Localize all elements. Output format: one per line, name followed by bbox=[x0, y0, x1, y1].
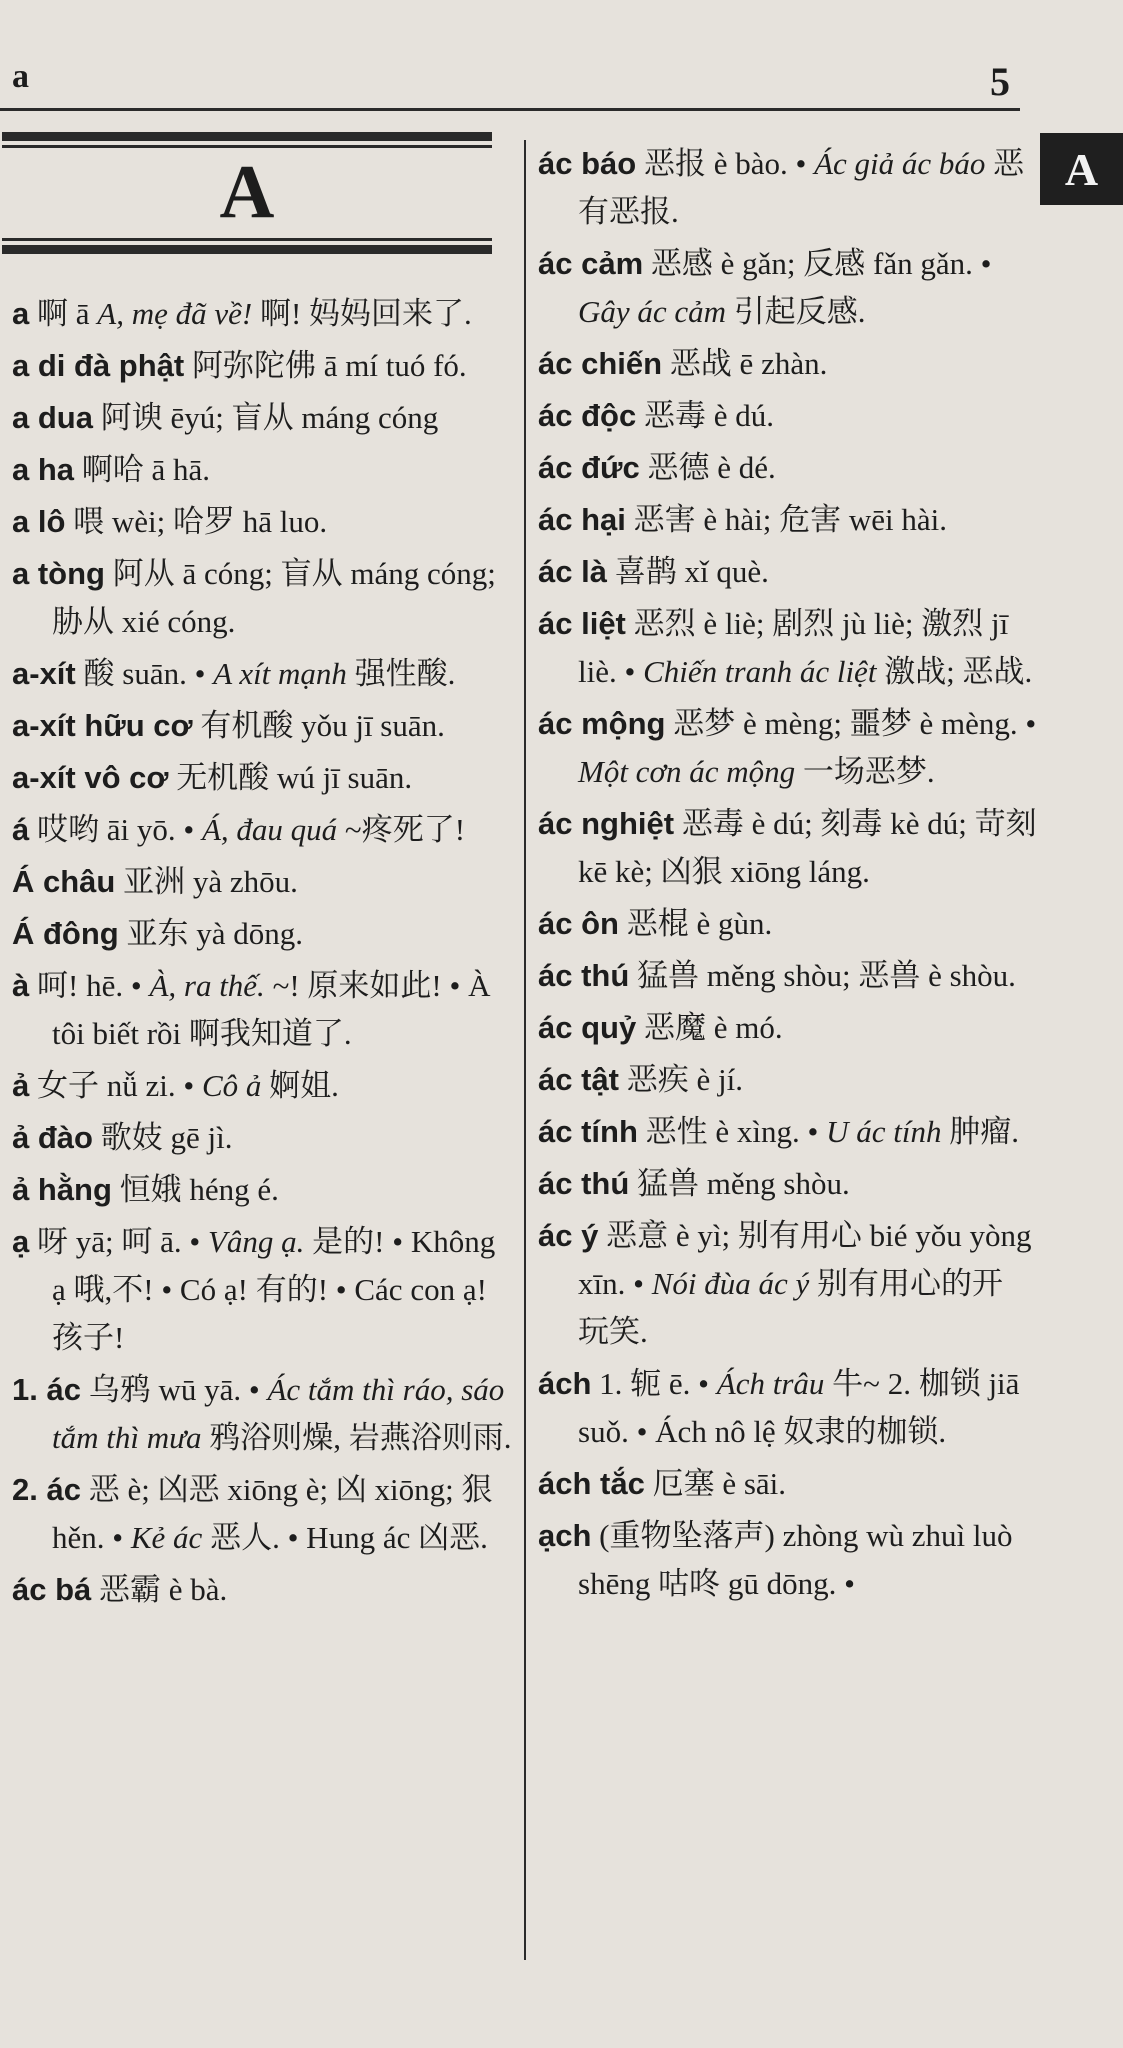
dictionary-entry bbox=[538, 1460, 1038, 1508]
entry-headword: ách bbox=[538, 1366, 592, 1401]
entry-example: U ác tính bbox=[826, 1114, 942, 1149]
entry-definition: 恶霸 è bà. bbox=[99, 1572, 228, 1607]
entry-translation: 引起反感. bbox=[733, 294, 866, 329]
entry-definition: 恶害 è hài; 危害 wēi hài. bbox=[633, 502, 948, 537]
entry-headword: a-xít vô cơ bbox=[12, 760, 169, 795]
entry-example: Cô ả bbox=[201, 1068, 262, 1103]
entry-headword: ác ôn bbox=[538, 906, 619, 941]
entry-headword: ác là bbox=[538, 554, 607, 589]
entry-headword: ác nghiệt bbox=[538, 806, 675, 841]
entry-translation: ~! 原来如此! • À tôi biết rồi 啊我知道了. bbox=[52, 968, 491, 1051]
dictionary-entry bbox=[12, 290, 512, 338]
dictionary-entry bbox=[538, 392, 1038, 440]
dictionary-entry bbox=[12, 754, 512, 802]
entry-translation: 牛~ 2. 枷锁 jiā suǒ. • Ách nô lệ 奴隶的枷锁. bbox=[578, 1366, 1020, 1449]
entry-example: Á, đau quá bbox=[201, 812, 338, 847]
entry-translation: 恶人. • Hung ác 凶恶. bbox=[210, 1520, 488, 1555]
entry-headword: ác cảm bbox=[538, 246, 644, 281]
entry-headword: ác thú bbox=[538, 958, 630, 993]
entry-example: Kẻ ác bbox=[130, 1520, 203, 1555]
entry-translation: 强性酸. bbox=[354, 656, 456, 691]
entry-translation: 激战; 恶战. bbox=[884, 654, 1033, 689]
entry-definition: 恶报 è bào. • bbox=[643, 146, 807, 181]
dictionary-entry bbox=[12, 910, 512, 958]
entry-headword: ác thú bbox=[538, 1166, 630, 1201]
entry-example: Gây ác cảm bbox=[578, 294, 727, 329]
entry-example: À, ra thế. bbox=[149, 968, 265, 1003]
decorative-rule bbox=[2, 245, 492, 254]
entry-definition: 亚东 yà dōng. bbox=[126, 916, 304, 951]
entry-headword: ác bá bbox=[12, 1572, 92, 1607]
entry-definition: 猛兽 měng shòu; 恶兽 è shòu. bbox=[637, 958, 1016, 993]
entry-definition: 歌妓 gē jì. bbox=[100, 1120, 233, 1155]
entry-headword: ác mộng bbox=[538, 706, 666, 741]
entry-definition: 有机酸 yǒu jī suān. bbox=[200, 708, 445, 743]
dictionary-entry bbox=[12, 498, 512, 546]
entry-definition: 恶疾 è jí. bbox=[626, 1062, 743, 1097]
entry-headword: á bbox=[12, 812, 30, 847]
entry-headword: ách tắc bbox=[538, 1466, 645, 1501]
entry-translation: 是的! • Không ạ 哦,不! • Có ạ! 有的! • Các con ạ! 孩子! bbox=[52, 1224, 496, 1355]
dictionary-entry bbox=[538, 496, 1038, 544]
dictionary-entry bbox=[538, 1212, 1038, 1356]
dictionary-entry bbox=[538, 1512, 1038, 1608]
entry-definition: 无机酸 wú jī suān. bbox=[176, 760, 413, 795]
dictionary-entry bbox=[538, 900, 1038, 948]
entry-example: Nói đùa ác ý bbox=[651, 1266, 810, 1301]
dictionary-entry bbox=[538, 1056, 1038, 1104]
dictionary-entry bbox=[12, 550, 512, 646]
entry-definition: 啊 ā bbox=[37, 296, 90, 331]
page-number: 5 bbox=[990, 59, 1010, 104]
entry-headword: a bbox=[12, 296, 30, 331]
decorative-rule bbox=[2, 238, 492, 241]
entry-example: Vâng ạ. bbox=[207, 1224, 305, 1259]
dictionary-entry bbox=[538, 952, 1038, 1000]
entry-definition: 恶梦 è mèng; 噩梦 è mèng. • bbox=[673, 706, 1037, 741]
entry-definition: 猛兽 měng shòu. bbox=[637, 1166, 850, 1201]
entry-definition: 呀 yā; 呵 ā. • bbox=[37, 1224, 201, 1259]
entry-example: Ác tắm thì ráo, sáo tắm thì mưa bbox=[52, 1372, 505, 1455]
dictionary-entry bbox=[538, 444, 1038, 492]
dictionary-entry bbox=[538, 1004, 1038, 1052]
entry-definition: 恶性 è xìng. • bbox=[645, 1114, 819, 1149]
entry-headword: Á châu bbox=[12, 864, 116, 899]
entry-example: A, mẹ đã về! bbox=[97, 296, 253, 331]
entry-definition: (重物坠落声) zhòng wù zhuì luò shēng 咕咚 gū dōng. • bbox=[578, 1518, 1013, 1601]
section-letter-box bbox=[2, 132, 492, 254]
entry-definition: 恒娥 héng é. bbox=[119, 1172, 279, 1207]
entry-example: Chiến tranh ác liệt bbox=[643, 654, 877, 689]
entry-definition: 恶毒 è dú; 刻毒 kè dú; 苛刻 kē kè; 凶狠 xiōng láng. bbox=[578, 806, 1037, 889]
header-rule bbox=[0, 108, 1020, 111]
left-column bbox=[12, 290, 512, 1618]
entry-definition: 啊哈 ā hā. bbox=[81, 452, 211, 487]
entry-headword: ác đức bbox=[538, 450, 640, 485]
dictionary-entry bbox=[12, 1366, 512, 1462]
entry-definition: 乌鸦 wū yā. • bbox=[88, 1372, 260, 1407]
dictionary-entry bbox=[12, 806, 512, 854]
entry-definition: 恶战 ē zhàn. bbox=[669, 346, 828, 381]
entry-translation: 鸦浴则燥, 岩燕浴则雨. bbox=[209, 1420, 512, 1455]
entry-headword: ác chiến bbox=[538, 346, 663, 381]
entry-headword: ác liệt bbox=[538, 606, 626, 641]
dictionary-entry bbox=[12, 1114, 512, 1162]
entry-headword: a-xít bbox=[12, 656, 76, 691]
entry-headword: ạ bbox=[12, 1224, 30, 1259]
dictionary-entry bbox=[538, 340, 1038, 388]
entry-headword: ác báo bbox=[538, 146, 637, 181]
entry-headword: ác ý bbox=[538, 1218, 599, 1253]
entry-translation: ~疼死了! bbox=[344, 812, 466, 847]
dictionary-entry bbox=[538, 600, 1038, 696]
entry-headword: ác quỷ bbox=[538, 1010, 637, 1045]
dictionary-entry bbox=[12, 1466, 512, 1562]
right-column bbox=[538, 140, 1038, 1612]
entry-definition: 恶感 è gǎn; 反感 fǎn gǎn. • bbox=[650, 246, 992, 281]
entry-example: A xít mạnh bbox=[213, 656, 347, 691]
entry-headword: ả hằng bbox=[12, 1172, 112, 1207]
decorative-rule bbox=[2, 132, 492, 141]
running-head: a bbox=[12, 58, 29, 95]
entry-headword: ác độc bbox=[538, 398, 637, 433]
entry-translation: 婀姐. bbox=[269, 1068, 339, 1103]
dictionary-entry bbox=[538, 800, 1038, 896]
entry-headword: 2. ác bbox=[12, 1472, 81, 1507]
dictionary-entry bbox=[538, 1108, 1038, 1156]
entry-headword: ả đào bbox=[12, 1120, 93, 1155]
entry-definition: 阿弥陀佛 ā mí tuó fó. bbox=[192, 348, 467, 383]
entry-definition: 亚洲 yà zhōu. bbox=[123, 864, 298, 899]
entry-headword: à bbox=[12, 968, 30, 1003]
dictionary-entry bbox=[12, 1166, 512, 1214]
dictionary-entry bbox=[12, 1566, 512, 1614]
dictionary-entry bbox=[538, 1160, 1038, 1208]
entry-example: Ác giả ác báo bbox=[814, 146, 986, 181]
entry-definition: 女子 nǚ zi. • bbox=[37, 1068, 195, 1103]
entry-headword: ạch bbox=[538, 1518, 592, 1553]
entry-definition: 恶德 è dé. bbox=[647, 450, 776, 485]
entry-example: Một cơn ác mộng bbox=[578, 754, 796, 789]
entry-definition: 酸 suān. • bbox=[83, 656, 206, 691]
entry-headword: a dua bbox=[12, 400, 93, 435]
entry-definition: 喜鹊 xǐ què. bbox=[614, 554, 769, 589]
entry-headword: ác hại bbox=[538, 502, 626, 537]
dictionary-entry bbox=[12, 1218, 512, 1362]
entry-headword: 1. ác bbox=[12, 1372, 81, 1407]
thumb-tab: A bbox=[1040, 133, 1123, 205]
dictionary-entry bbox=[12, 962, 512, 1058]
entry-definition: 厄塞 è sāi. bbox=[652, 1466, 787, 1501]
entry-definition: 喂 wèi; 哈罗 hā luo. bbox=[73, 504, 328, 539]
entry-headword: a ha bbox=[12, 452, 75, 487]
dictionary-entry bbox=[12, 342, 512, 390]
entry-definition: 1. 轭 ē. • bbox=[599, 1366, 710, 1401]
dictionary-entry bbox=[538, 240, 1038, 336]
dictionary-entry bbox=[538, 548, 1038, 596]
dictionary-entry bbox=[12, 1062, 512, 1110]
dictionary-entry bbox=[538, 700, 1038, 796]
entry-definition: 恶意 è yì; 别有用心 bié yǒu yòng xīn. • bbox=[578, 1218, 1032, 1301]
entry-definition: 阿从 ā cóng; 盲从 máng cóng; 胁从 xié cóng. bbox=[52, 556, 496, 639]
dictionary-entry bbox=[12, 446, 512, 494]
entry-headword: ác tính bbox=[538, 1114, 638, 1149]
entry-definition: 恶魔 è mó. bbox=[643, 1010, 783, 1045]
entry-headword: a-xít hữu cơ bbox=[12, 708, 193, 743]
entry-translation: 肿瘤. bbox=[949, 1114, 1020, 1149]
entry-definition: 恶 è; 凶恶 xiōng è; 凶 xiōng; 狠 hěn. • bbox=[52, 1472, 493, 1555]
dictionary-entry bbox=[12, 702, 512, 750]
dictionary-entry bbox=[538, 140, 1038, 236]
entry-translation: 恶有恶报. bbox=[578, 146, 1025, 229]
entry-example: Ách trâu bbox=[716, 1366, 825, 1401]
entry-headword: ả bbox=[12, 1068, 30, 1103]
dictionary-entry bbox=[12, 650, 512, 698]
dictionary-entry bbox=[12, 394, 512, 442]
entry-definition: 恶毒 è dú. bbox=[643, 398, 774, 433]
entry-headword: a di đà phật bbox=[12, 348, 185, 383]
entry-definition: 呵! hē. • bbox=[37, 968, 142, 1003]
section-letter: A bbox=[219, 150, 275, 234]
entry-translation: 别有用心的开 玩笑. bbox=[578, 1266, 1004, 1349]
entry-translation: 一场恶梦. bbox=[802, 754, 935, 789]
entry-headword: a lô bbox=[12, 504, 66, 539]
entry-headword: Á đông bbox=[12, 916, 119, 951]
dictionary-entry bbox=[12, 858, 512, 906]
column-divider bbox=[524, 140, 526, 1960]
entry-headword: ác tật bbox=[538, 1062, 619, 1097]
entry-translation: 啊! 妈妈回来了. bbox=[259, 296, 472, 331]
entry-definition: 阿谀 ēyú; 盲从 máng cóng bbox=[100, 400, 439, 435]
dictionary-entry bbox=[538, 1360, 1038, 1456]
entry-headword: a tòng bbox=[12, 556, 105, 591]
entry-definition: 恶棍 è gùn. bbox=[626, 906, 773, 941]
entry-definition: 哎哟 āi yō. • bbox=[37, 812, 195, 847]
entry-definition: 恶烈 è liè; 剧烈 jù liè; 激烈 jī liè. • bbox=[578, 606, 1009, 689]
